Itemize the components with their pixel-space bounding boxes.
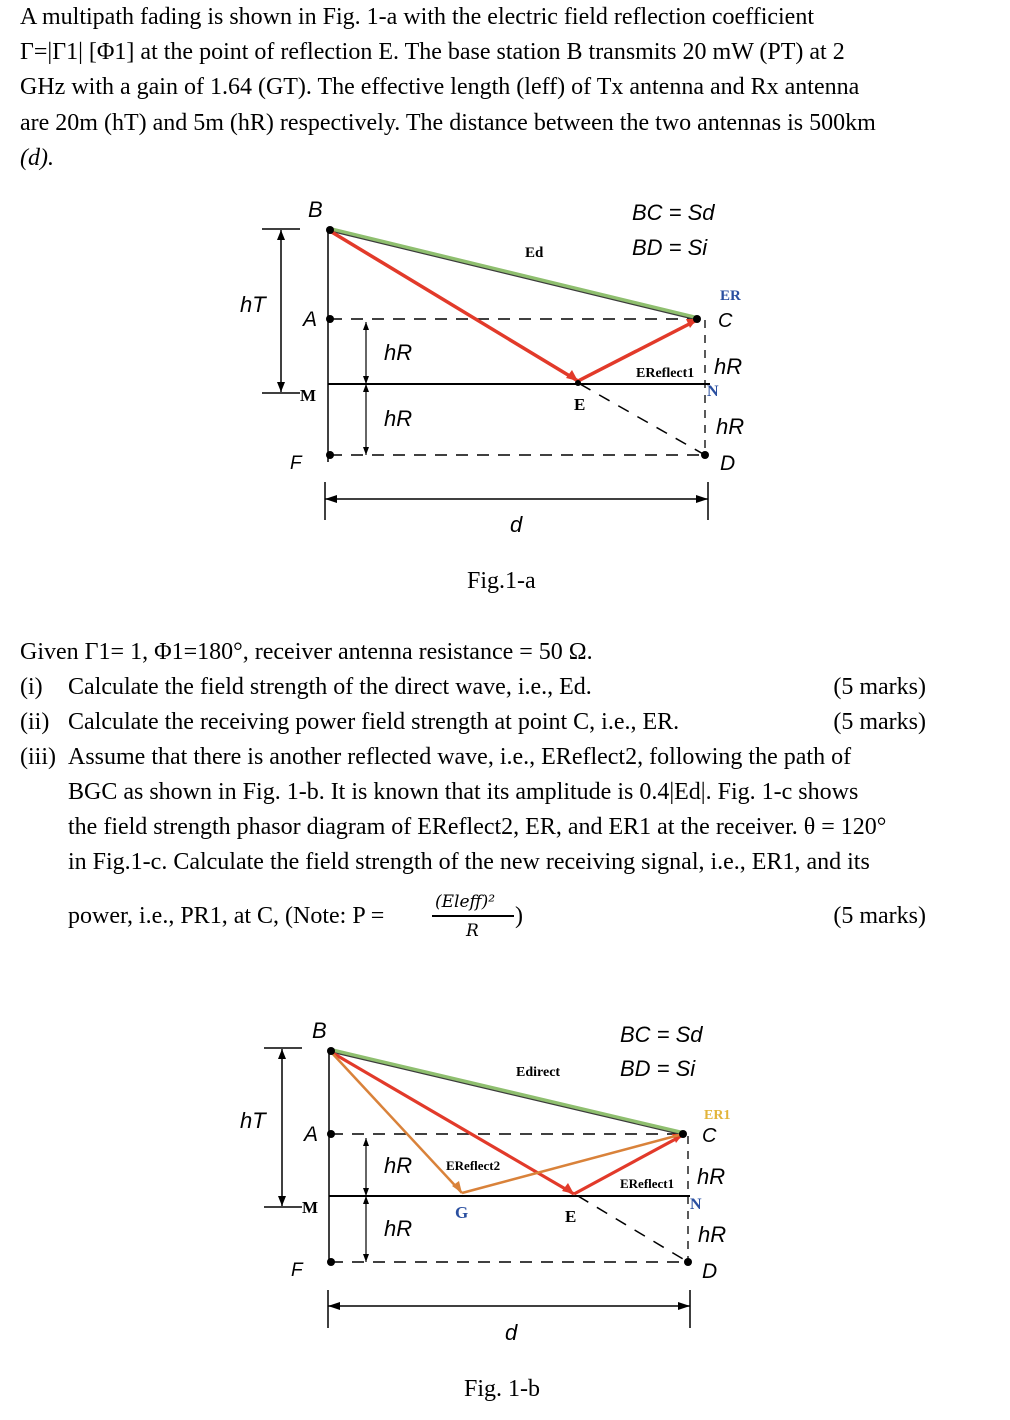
given-line: Given Γ1= 1, Φ1=180°, receiver antenna resistance = 50 Ω.	[20, 639, 593, 665]
figure-1a	[0, 0, 1010, 560]
point-f	[326, 451, 334, 459]
image-path-dashed	[580, 384, 705, 455]
q3-line-1: Assume that there is another reflected wave, i.e., EReflect2, following the path of	[68, 744, 852, 770]
label-n-b: N	[690, 1196, 702, 1213]
eq-bd: BD = Si	[632, 235, 708, 260]
q2-marks: (5 marks)	[833, 709, 926, 735]
figure-1b	[0, 1000, 1010, 1420]
point-a	[326, 315, 334, 323]
label-m: M	[300, 386, 317, 405]
label-m-b: M	[302, 1198, 319, 1217]
label-hr-2: hR	[384, 406, 413, 431]
label-hr-1: hR	[384, 340, 413, 365]
formula-close: )	[515, 903, 523, 929]
eq-bc-b: BC = Sd	[620, 1022, 703, 1047]
intro-line-2: Γ=|Γ1| [Φ1] at the point of reflection E. The base station B transmits 20 mW (PT) at 2	[20, 39, 845, 65]
q3-line-4: in Fig.1-c. Calculate the field strength of the new receiving signal, i.e., ER1, and its	[68, 849, 870, 875]
q3-num: (iii)	[20, 744, 56, 770]
point-c	[693, 315, 701, 323]
label-ed: Ed	[525, 245, 544, 261]
intro-line-4: are 20m (hT) and 5m (hR) respectively. The distance between the two antennas is 500km	[20, 110, 876, 136]
label-hr-b3: hR	[697, 1164, 726, 1189]
q3-line-2: BGC as shown in Fig. 1-b. It is known that its amplitude is 0.4|Ed|. Fig. 1-c shows	[68, 779, 859, 805]
label-ereflect2: EReflect2	[446, 1158, 501, 1173]
label-ht: hT	[240, 292, 266, 317]
eq-bd-b: BD = Si	[620, 1056, 696, 1081]
q3-line-3: the field strength phasor diagram of EReflect2, ER, and ER1 at the receiver. θ = 120°	[68, 814, 887, 840]
label-hr-4: hR	[716, 414, 745, 439]
label-hr-b4: hR	[698, 1222, 727, 1247]
caption-fig-1a: Fig.1-a	[467, 568, 536, 594]
label-b: B	[308, 197, 323, 222]
label-d: D	[720, 452, 736, 475]
q1-marks: (5 marks)	[833, 674, 926, 700]
label-c-b: C	[702, 1125, 717, 1147]
label-er: ER	[720, 288, 741, 304]
label-hr-b2: hR	[384, 1216, 413, 1241]
label-g: G	[455, 1203, 469, 1222]
q1-text: Calculate the field strength of the direct wave, i.e., Ed.	[68, 674, 592, 700]
label-dist: d	[510, 512, 523, 537]
label-ereflect1-b: EReflect1	[620, 1176, 675, 1191]
label-d-b: D	[702, 1260, 718, 1283]
label-ereflect1: EReflect1	[636, 366, 695, 381]
label-hr-3: hR	[714, 354, 743, 379]
q2-text: Calculate the receiving power field strength at point C, i.e., ER.	[68, 709, 680, 735]
q3-marks: (5 marks)	[833, 903, 926, 929]
intro-line-1: A multipath fading is shown in Fig. 1-a with the electric field reflection coefficient	[20, 4, 815, 30]
formula-numerator: (Eleff)²	[435, 892, 496, 912]
label-ht-b: hT	[240, 1108, 266, 1133]
label-dist-b: d	[505, 1320, 518, 1345]
label-a-b: A	[304, 1123, 319, 1146]
intro-line-3: GHz with a gain of 1.64 (GT). The effective length (leff) of Tx antenna and Rx antenna	[20, 74, 860, 100]
label-er1: ER1	[704, 1108, 731, 1123]
caption-fig-1b: Fig. 1-b	[464, 1376, 541, 1402]
label-e-b: E	[565, 1207, 577, 1226]
label-hr-b1: hR	[384, 1153, 413, 1178]
label-f: F	[290, 453, 302, 474]
label-f-b: F	[291, 1260, 303, 1281]
point-b	[326, 226, 334, 234]
intro-line-5: (d).	[20, 145, 54, 171]
q1-num: (i)	[20, 674, 43, 700]
label-a: A	[303, 308, 318, 331]
formula-denominator: R	[466, 921, 479, 941]
point-d	[701, 451, 709, 459]
label-e: E	[574, 395, 586, 414]
eq-bc: BC = Sd	[632, 200, 715, 225]
label-c: C	[718, 310, 733, 332]
label-edirect: Edirect	[516, 1065, 561, 1080]
q2-num: (ii)	[20, 709, 50, 735]
label-n: N	[707, 383, 719, 400]
point-e	[575, 380, 581, 386]
q3-line-5: power, i.e., PR1, at C, (Note: P =	[68, 903, 385, 929]
label-b-b: B	[312, 1018, 327, 1043]
formula-fraction-bar	[432, 915, 514, 917]
